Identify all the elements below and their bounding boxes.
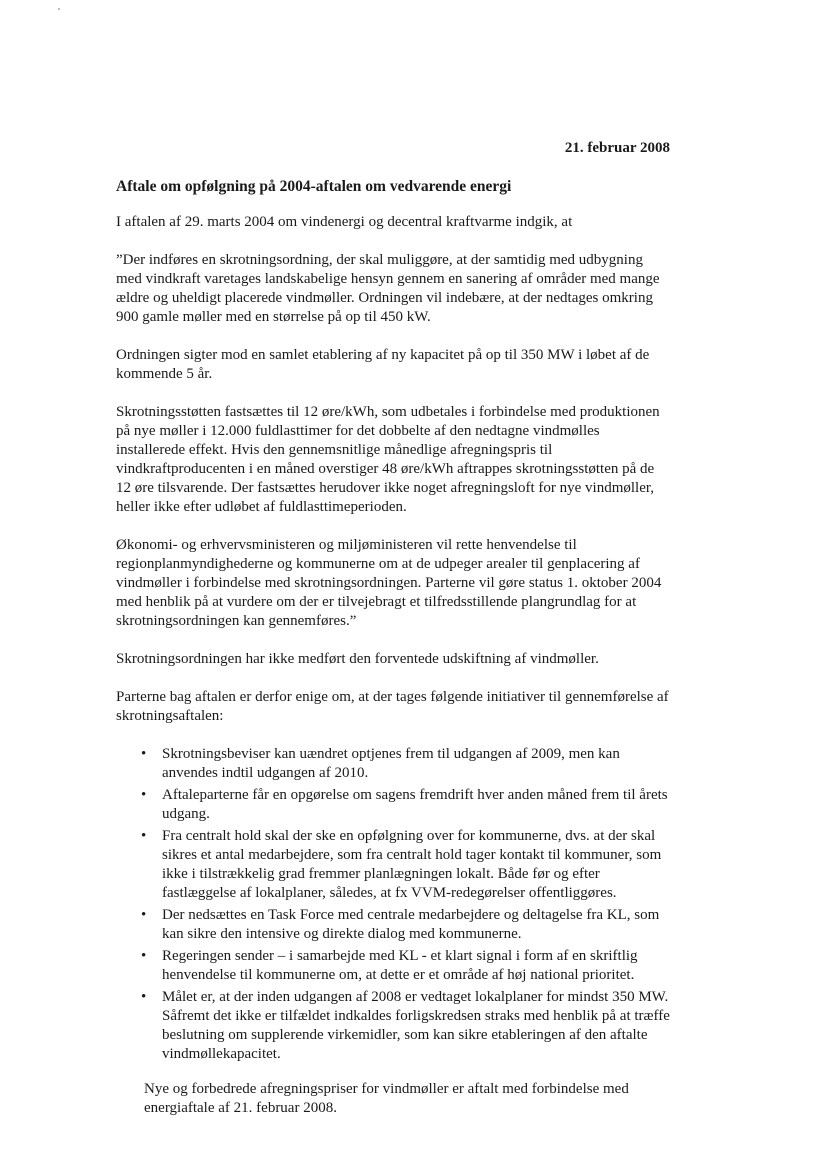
document-title: Aftale om opfølgning på 2004-aftalen om vedvarende energi bbox=[116, 178, 512, 195]
document-body bbox=[116, 213, 671, 1137]
closing-paragraph: Nye og forbedrede afregningspriser for vindmøller er aftalt med forbindelse med energiaftale af 21. februar 2008. bbox=[144, 1081, 629, 1116]
bullet-icon: • bbox=[141, 787, 147, 803]
list-item bbox=[141, 947, 671, 985]
list-item-text: Skrotningsbeviser kan uændret optjenes frem til udgangen af 2009, men kan anvendes indtil udgangen af 2010. bbox=[162, 746, 620, 781]
list-item-text: Fra centralt hold skal der ske en opfølgning over for kommunerne, dvs. at der skal sikres et antal medarbejdere, som fra centralt hold tager kontakt til kommuner, som ikke i tilstrækkelig grad fremmer planlægningen lokalt. Både før og efter fastlæggelse af lokalplaner, således, at fx VVM-redegørelser offentliggøres. bbox=[162, 828, 662, 901]
list-item-text: Der nedsættes en Task Force med centrale medarbejdere og deltagelse fra KL, som kan sikre den intensive og direkte dialog med kommunerne. bbox=[162, 907, 660, 942]
bullet-icon: • bbox=[141, 948, 147, 964]
list-item bbox=[141, 786, 671, 824]
quote-paragraph-1: ”Der indføres en skrotningsordning, der skal muliggøre, at der samtidig med udbygning med vindkraft varetages landskabelige hensyn gennem en sanering af områder med mange ældre og uheldigt placerede vindmøller. Ordningen vil indebære, at der nedtages omkring 900 gamle møller med en størrelse på op til 450 kW. bbox=[116, 252, 660, 325]
list-item bbox=[141, 906, 671, 944]
quote-paragraph-2: Ordningen sigter mod en samlet etablering af ny kapacitet på op til 350 MW i løbet af de kommende 5 år. bbox=[116, 347, 650, 382]
list-item-text: Regeringen sender – i samarbejde med KL - et klart signal i form af en skriftlig henvendelse til kommunerne om, at dette er et område af høj national prioritet. bbox=[162, 948, 638, 983]
intro-paragraph: I aftalen af 29. marts 2004 om vindenergi og decentral kraftvarme indgik, at bbox=[116, 214, 573, 230]
bullet-icon: • bbox=[141, 907, 147, 923]
quote-paragraph-4: Økonomi- og erhvervsministeren og miljøministeren vil rette henvendelse til regionplanmyndighederne og kommunerne om at de udpeger arealer til genplacering af vindmøller i forbindelse med skrotningsordningen. Parterne vil gøre status 1. oktober 2004 med henblik på at vurdere om der er tilvejebragt et tilfredsstillende plangrundlag for at skrotningsordningen kan gennemføres.” bbox=[116, 537, 662, 629]
list-item bbox=[141, 988, 671, 1064]
bullet-icon: • bbox=[141, 746, 147, 762]
list-item-text: Målet er, at der inden udgangen af 2008 er vedtaget lokalplaner for mindst 350 MW. Såfremt det ikke er tilfældet indkaldes forligskredsen straks med henblik på at træffe beslutning om supplerende virkemidler, som kan sikre etableringen af den aftalte vindmøllekapacitet. bbox=[162, 989, 670, 1062]
quote-paragraph-3: Skrotningsstøtten fastsættes til 12 øre/kWh, som udbetales i forbindelse med produktionen på nye møller i 12.000 fuldlasttimer for det dobbelte af den nedtagne vindmølles installerede effekt. Hvis den gennemsnitlige månedlige afregningspris til vindkraftproducenten i en måned overstiger 48 øre/kWh aftrappes skrotningsstøtten på de 12 øre tilsvarende. Der fastsættes herudover ikke noget afregningsloft for nye vindmøller, heller ikke efter udløbet af fuldlasttimeperioden. bbox=[116, 404, 660, 515]
statement-paragraph: Skrotningsordningen har ikke medført den forventede udskiftning af vindmøller. bbox=[116, 651, 599, 667]
list-item bbox=[141, 745, 671, 783]
bullet-icon: • bbox=[141, 989, 147, 1005]
document-date: 21. februar 2008 bbox=[564, 140, 670, 156]
bullet-icon: • bbox=[141, 828, 147, 844]
initiatives-list bbox=[116, 745, 671, 1064]
list-item-text: Aftaleparterne får en opgørelse om sagens fremdrift hver anden måned frem til årets udgang. bbox=[162, 787, 668, 822]
scan-speck bbox=[58, 8, 60, 10]
list-item bbox=[141, 827, 671, 903]
lead-in-paragraph: Parterne bag aftalen er derfor enige om, at der tages følgende initiativer til gennemførelse af skrotningsaftalen: bbox=[116, 689, 669, 724]
